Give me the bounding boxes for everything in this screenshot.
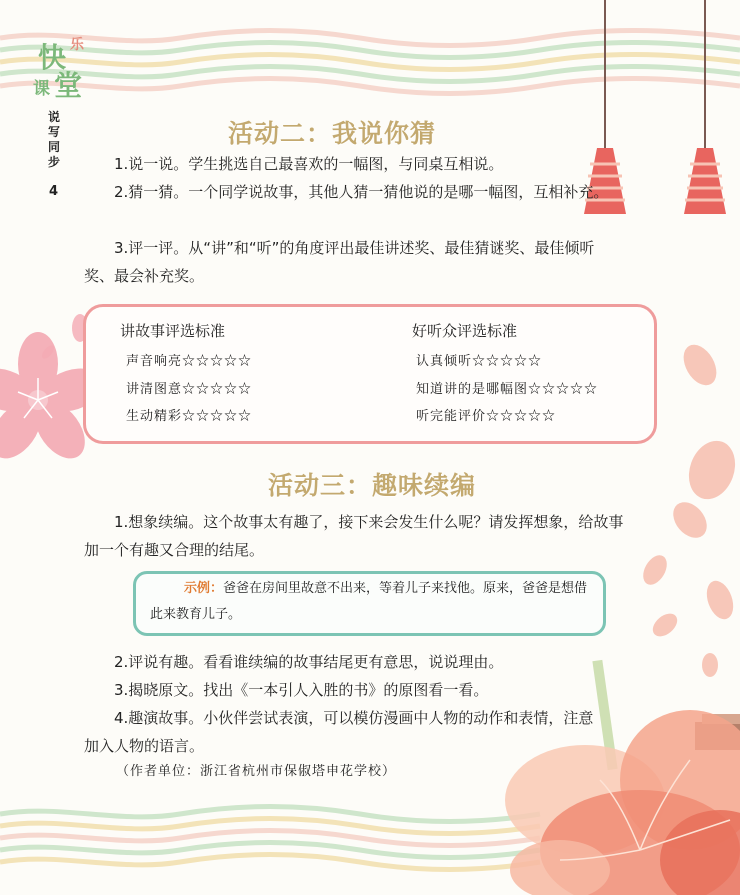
author-affiliation: （作者单位：浙江省杭州市保俶塔申花学校） [116,764,397,779]
storyteller-criteria-title: 讲故事评选标准 [120,322,226,340]
activity3-item-2: 2.评说有趣。看看谁续编的故事结尾更有意思，说说理由。 [114,653,504,671]
storyteller-criterion: 讲清图意☆☆☆☆☆ [126,382,253,397]
logo-tang: 堂 [54,69,83,102]
activity2-item-3: 3.评一评。从“讲”和“听”的角度评出最佳讲述奖、最佳猜谜奖、最佳倾听奖、最会补充奖。 [84,239,595,285]
activity2-item-2: 2.猜一猜。一个同学说故事，其他人猜一猜他说的是哪一幅图，互相补充。 [114,183,609,201]
activity3-item-1: 1.想象续编。这个故事太有趣了，接下来会发生什么呢？请发挥想象，给故事加一个有趣又合理的结尾。 [84,513,624,559]
listener-criterion: 知道讲的是哪幅图☆☆☆☆☆ [416,382,599,397]
logo-le: 乐 [70,37,84,53]
example-label: 示例： [184,581,224,596]
page-number: 4 [49,184,59,199]
activity2-item-1: 1.说一说。学生挑选自己最喜欢的一幅图，与同桌互相说。 [114,155,504,173]
logo-kuai: 快 [38,41,67,74]
listener-criterion: 听完能评价☆☆☆☆☆ [416,409,557,424]
logo-ke: 课 [33,79,50,99]
bottom-wave-decoration [0,807,540,870]
activity3-item-4: 4.趣演故事。小伙伴尝试表演，可以模仿漫画中人物的动作和表情，注意加入人物的语言。 [84,709,594,755]
activity3-title: 活动三：趣味续编 [268,471,477,500]
activity3-item-3: 3.揭晓原文。找出《一本引人入胜的书》的原图看一看。 [114,681,489,699]
storyteller-criterion: 声音响亮☆☆☆☆☆ [126,354,253,369]
column-label: 说写同步 [48,110,61,169]
example-paragraph [150,576,590,628]
example-content: 爸爸在房间里故意不出来，等着儿子来找他。原来，爸爸是想借此来教育儿子。 [150,581,588,622]
listener-criterion: 认真倾听☆☆☆☆☆ [416,354,543,369]
activity2-title: 活动二：我说你猜 [228,119,437,148]
top-wave-decoration [0,31,740,94]
storyteller-criterion: 生动精彩☆☆☆☆☆ [126,409,253,424]
listener-criteria-title: 好听众评选标准 [412,322,518,340]
